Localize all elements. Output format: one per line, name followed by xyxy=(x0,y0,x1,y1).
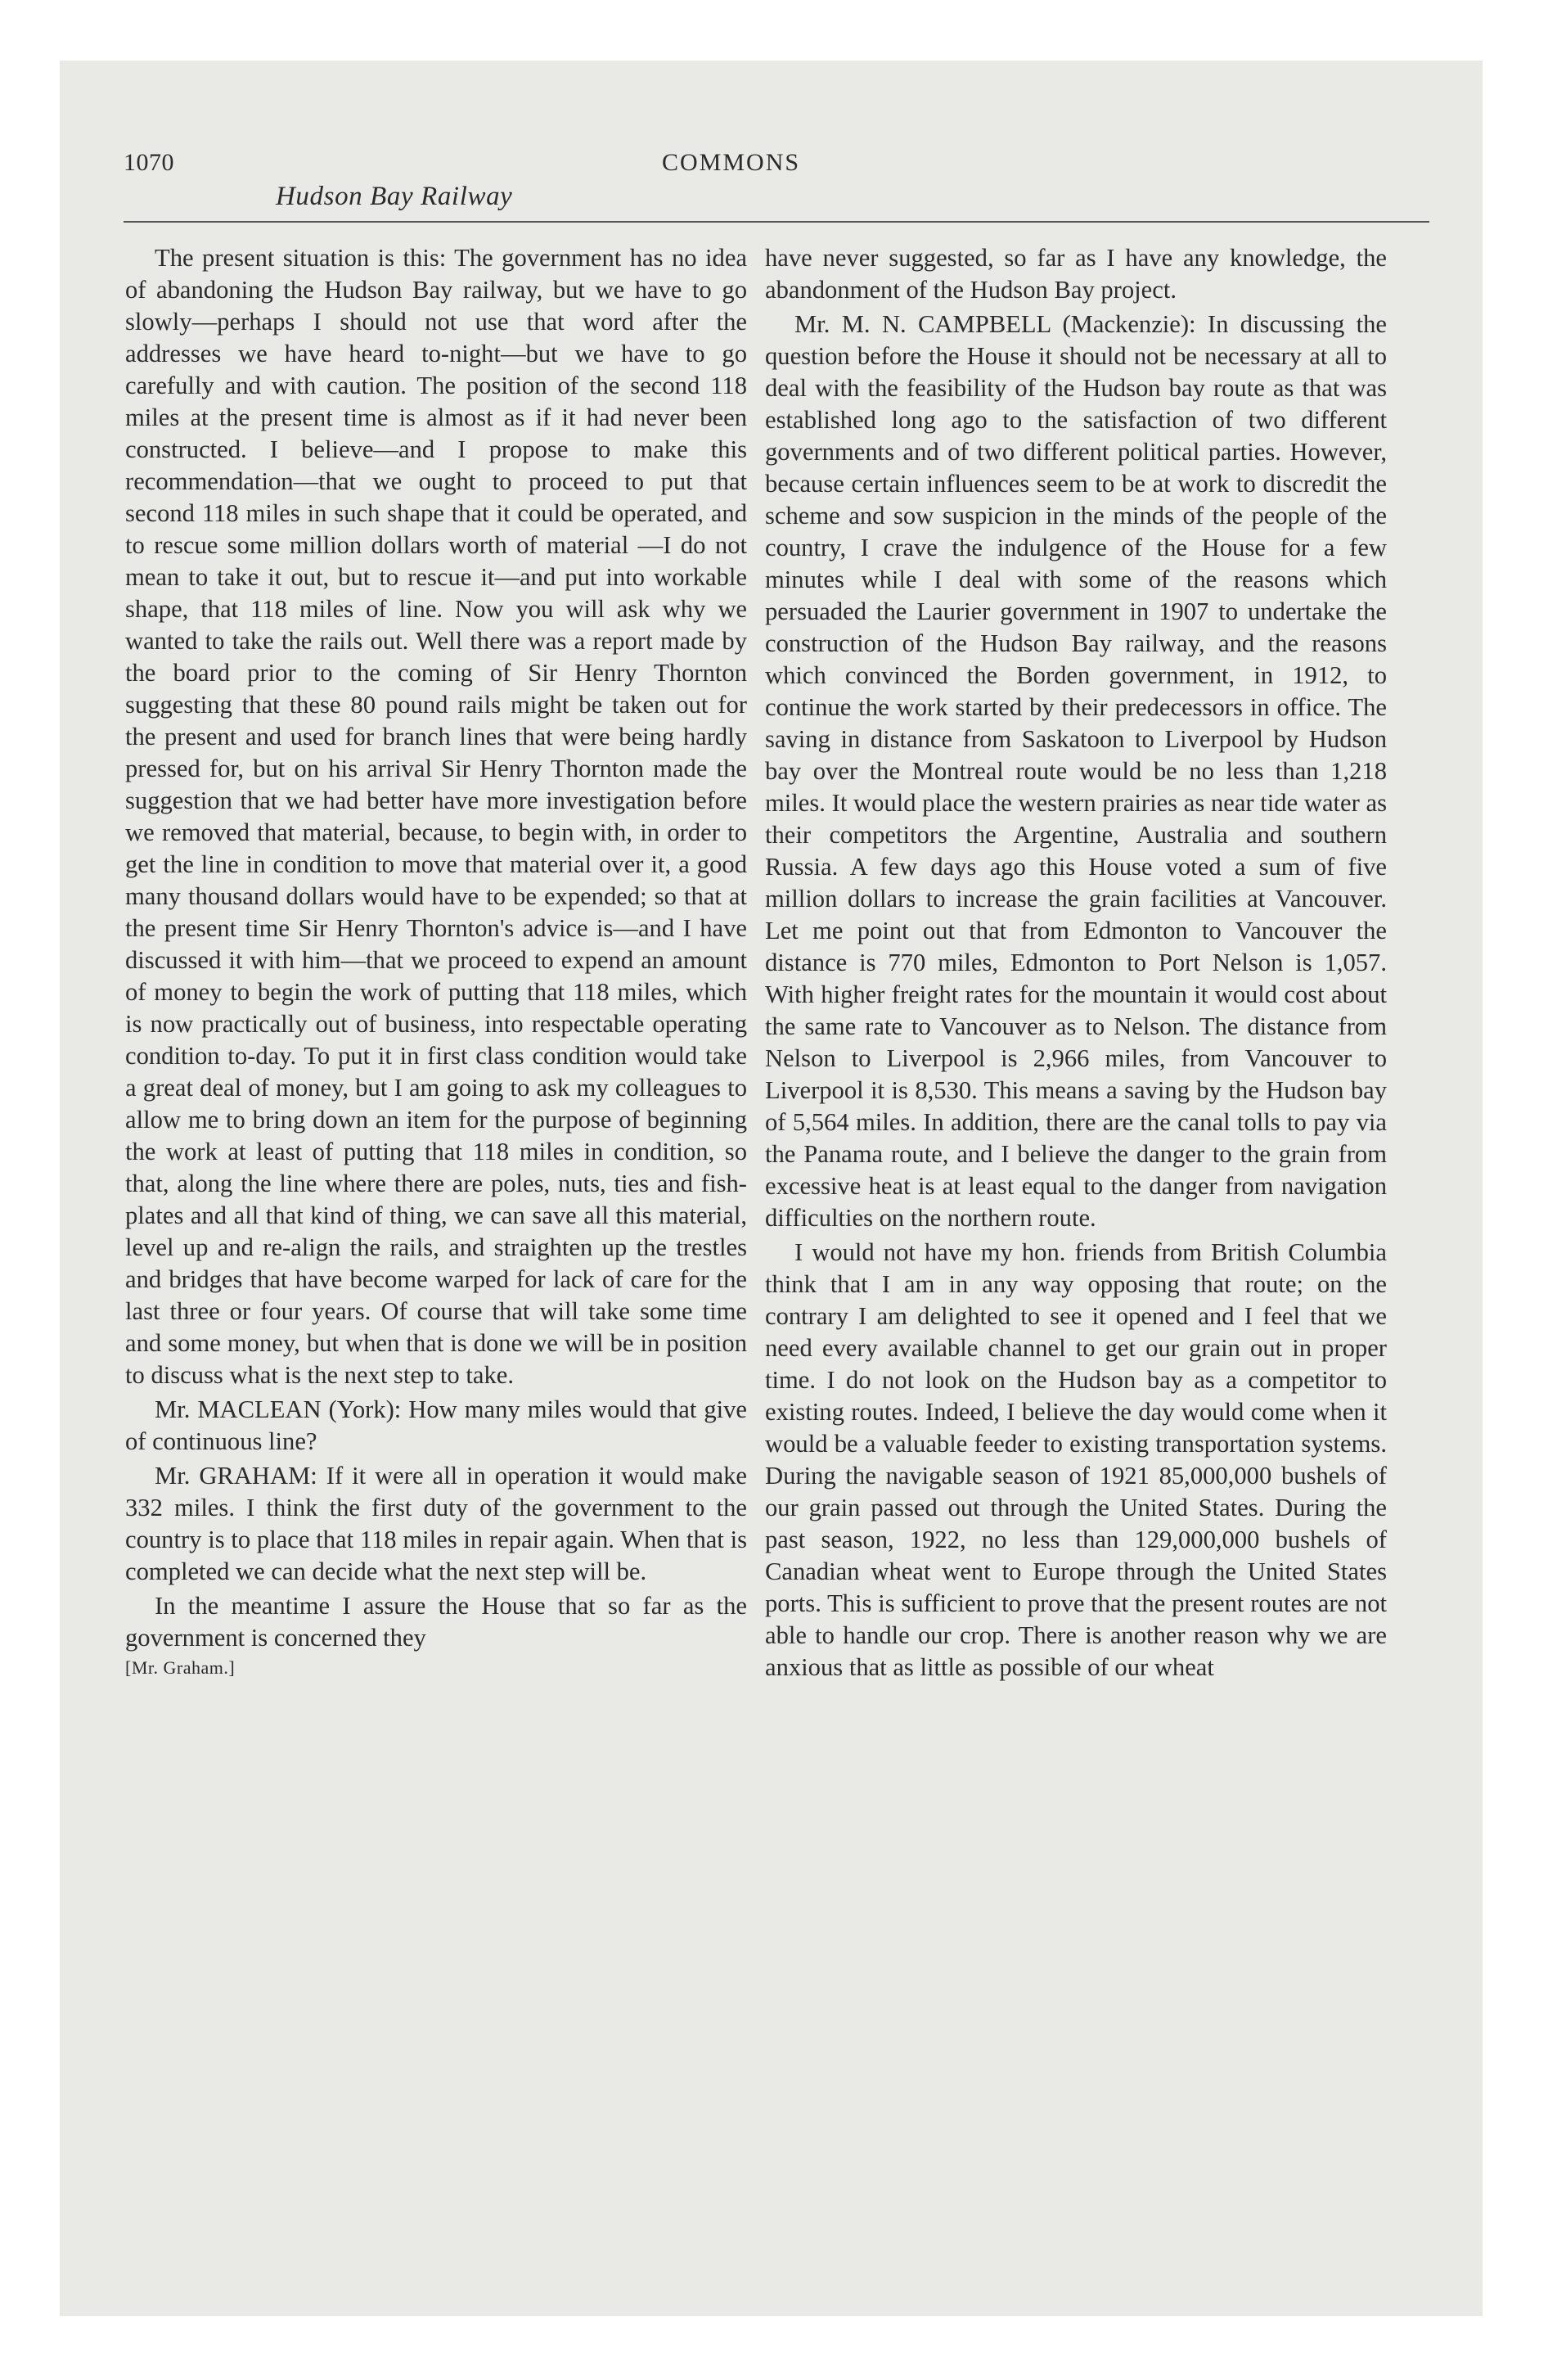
paragraph-graham-answer: Mr. GRAHAM: If it were all in operation it would make 332 miles. I think the first duty of the government to the country is to place that 118 miles in repair again. When that is completed we can decide what the next step will be. xyxy=(125,1462,747,1585)
running-title: Hudson Bay Railway xyxy=(276,182,513,211)
chamber-heading: COMMONS xyxy=(662,149,801,176)
paragraph-campbell-british-columbia: I would not have my hon. friends from British Columbia think that I am in any way opposing that route; on the contrary I am delighted to see it opened and I feel that we need every available channel to get our grain out in proper time. I do not look on the Hudson bay as a competitor to existing routes. Indeed, I believe the day would come when it would be a valuable feeder to existing transportation systems. During the navigable season of 1921 85,000,000 bushels of our grain passed out through the United States. During the past season, 1922, no less than 129,000,000 bushels of Canadian wheat went to Europe through the United States ports. This is sufficient to prove that the present routes are not able to handle our crop. There is another reason why we are anxious that as little as possible of our wheat xyxy=(765,1238,1387,1681)
header-rule xyxy=(124,221,1429,223)
page-number: 1070 xyxy=(124,149,174,176)
left-column xyxy=(125,242,747,1679)
hansard-page xyxy=(60,61,1483,2316)
paragraph-graham-meantime: In the meantime I assure the House that so far as the government is concerned they xyxy=(125,1592,747,1652)
paragraph-maclean-question: Mr. MACLEAN (York): How many miles would that give of continuous line? xyxy=(125,1395,747,1455)
paragraph-campbell-speech: Mr. M. N. CAMPBELL (Mackenzie): In discussing the question before the House it should not be necessary at all to deal with the feasibility of the Hudson bay route as that was established long ago to the satisfaction of two different governments and of two different political parties. However, because certain influences seem to be at work to discredit the scheme and sow suspicion in the minds of the people of the country, I crave the indulgence of the House for a few minutes while I deal with some of the reasons which persuaded the Laurier government in 1907 to undertake the construction of the Hudson Bay railway, and the reasons which convinced the Borden government, in 1912, to continue the work started by their predecessors in office. The saving in distance from Saskatoon to Liverpool by Hudson bay over the Montreal route would be no less than 1,218 miles. It would place the western prairies as near tide water as their competitors the Argentine, Australia and southern Russia. A few days ago this House voted a sum of five million dollars to increase the grain facilities at Vancouver. Let me point out that from Edmonton to Vancouver the distance is 770 miles, Edmonton to Port Nelson is 1,057. With higher freight rates for the mountain it would cost about the same rate to Vancouver as to Nelson. The distance from Nelson to Liverpool is 2,966 miles, from Vancouver to Liverpool it is 8,530. This means a saving by the Hudson bay of 5,564 miles. In addition, there are the canal tolls to pay via the Panama route, and I believe the danger to the grain from excessive heat is at least equal to the danger from navigation difficulties on the northern route. xyxy=(765,310,1387,1232)
speaker-attribution: [Mr. Graham.] xyxy=(125,1657,236,1678)
paragraph-continuation: have never suggested, so far as I have any knowledge, the abandonment of the Hudson Bay project. xyxy=(765,244,1387,304)
paragraph-graham-situation: The present situation is this: The government has no idea of abandoning the Hudson Bay railway, but we have to go slowly—perhaps I should not use that word after the addresses we have heard to-night—but we have to go carefully and with caution. The position of the second 118 miles at the present time is almost as if it had never been constructed. I believe—and I propose to make this recommendation—that we ought to proceed to put that second 118 miles in such shape that it could be operated, and to rescue some million dollars worth of material —I do not mean to take it out, but to rescue it—and put into workable shape, that 118 miles of line. Now you will ask why we wanted to take the rails out. Well there was a report made by the board prior to the coming of Sir Henry Thornton suggesting that these 80 pound rails might be taken out for the present and used for branch lines that were being hardly pressed for, but on his arrival Sir Henry Thornton made the suggestion that we had better have more investigation before we removed that material, because, to begin with, in order to get the line in condition to move that material over it, a good many thousand dollars would have to be expended; so that at the present time Sir Henry Thornton's advice is—and I have discussed it with him—that we proceed to expend an amount of money to begin the work of putting that 118 miles, which is now practically out of business, into respectable operating condition to-day. To put it in first class condition would take a great deal of money, but I am going to ask my colleagues to allow me to bring down an item for the purpose of beginning the work at least of putting that 118 miles in condition, so that, along the line where there are poles, nuts, ties and fish-plates and all that kind of thing, we can save all this material, level up and re-align the rails, and straighten up the trestles and bridges that have become warped for lack of care for the last three or four years. Of course that will take some time and some money, but when that is done we will be in position to discuss what is the next step to take. xyxy=(125,244,747,1389)
right-column xyxy=(765,242,1387,1684)
